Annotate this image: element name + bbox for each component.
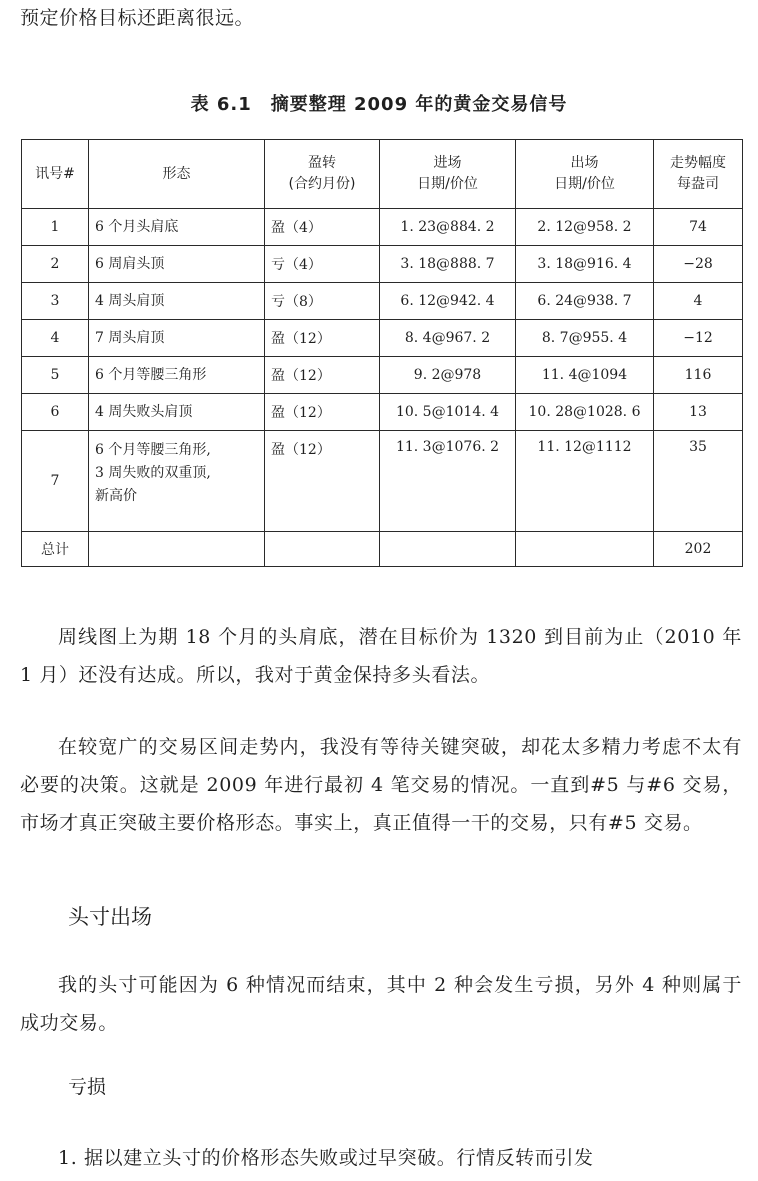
table-header-row: [22, 140, 743, 209]
cell-entry: 1. 23@884. 2: [380, 209, 516, 246]
table-row: [22, 320, 743, 357]
table-row: [22, 283, 743, 320]
cell-pattern: 4 周失败头肩顶: [89, 394, 265, 431]
table-row: [22, 246, 743, 283]
table-caption: 表 6.1 摘要整理 2009 年的黄金交易信号: [190, 94, 568, 115]
cell-signal-id: 2: [22, 246, 89, 283]
header-signal-id: 讯号#: [22, 140, 89, 209]
cell-exit: 6. 24@938. 7: [516, 283, 654, 320]
header-winloss: [265, 140, 380, 209]
cell-winloss: 盈（4）: [265, 209, 380, 246]
gold-signals-table: [21, 139, 743, 567]
paragraph-trading-range: 在较宽广的交易区间走势内，我没有等待关键突破，却花太多精力考虑不太有必要的决策。这就是 2009 年进行最初 4 笔交易的情况。一直到#5 与#6 交易，市场才真正突破主要价格形态。事实上，真正值得一干的交易，只有#5 交易。: [20, 736, 742, 834]
cell-exit: 3. 18@916. 4: [516, 246, 654, 283]
cell-move: 35: [654, 431, 743, 532]
subheading-losses: 亏损: [68, 1076, 107, 1098]
cell-signal-id: 1: [22, 209, 89, 246]
cell-exit: 2. 12@958. 2: [516, 209, 654, 246]
cell-entry: 10. 5@1014. 4: [380, 394, 516, 431]
cell-signal-id: 7: [22, 431, 89, 532]
cell-entry: 9. 2@978: [380, 357, 516, 394]
cell-exit: 11. 4@1094: [516, 357, 654, 394]
header-exit-line1: 出场: [570, 155, 599, 171]
table-row: [22, 209, 743, 246]
table-row: [22, 431, 743, 532]
cell-entry: 3. 18@888. 7: [380, 246, 516, 283]
section-heading-exit: 头寸出场: [68, 905, 152, 929]
cell-exit: 10. 28@1028. 6: [516, 394, 654, 431]
header-exit: [516, 140, 654, 209]
cell-signal-id: 5: [22, 357, 89, 394]
table-total-row: [22, 532, 743, 567]
header-pattern: 形态: [89, 140, 265, 209]
cell-empty: [89, 532, 265, 567]
table-row: [22, 357, 743, 394]
cell-move: 116: [654, 357, 743, 394]
cell-empty: [265, 532, 380, 567]
cell-winloss: 亏（4）: [265, 246, 380, 283]
cell-pattern: 6 个月头肩底: [89, 209, 265, 246]
cell-pattern-line2: 3 周失败的双重顶,: [95, 465, 211, 481]
cell-total-label: 总计: [22, 532, 89, 567]
cell-winloss: 盈（12）: [265, 357, 380, 394]
header-move-line1: 走势幅度: [670, 155, 726, 171]
cell-winloss: 盈（12）: [265, 320, 380, 357]
paragraph-weekly-chart: 周线图上为期 18 个月的头肩底，潜在目标价为 1320 到目前为止（2010 年 1 月）还没有达成。所以，我对于黄金保持多头看法。: [20, 626, 742, 686]
cell-empty: [380, 532, 516, 567]
cell-winloss: 盈（12）: [265, 431, 380, 532]
cell-exit: 8. 7@955. 4: [516, 320, 654, 357]
cell-signal-id: 6: [22, 394, 89, 431]
cell-move: 74: [654, 209, 743, 246]
cell-winloss: 亏（8）: [265, 283, 380, 320]
header-winloss-line1: 盈转: [308, 155, 336, 171]
cell-pattern: [89, 431, 265, 532]
cell-signal-id: 3: [22, 283, 89, 320]
cell-pattern-line1: 6 个月等腰三角形,: [95, 442, 211, 458]
header-entry-line1: 进场: [433, 155, 462, 171]
table-row: [22, 394, 743, 431]
cell-exit: 11. 12@1112: [516, 431, 654, 532]
cell-pattern: 4 周头肩顶: [89, 283, 265, 320]
header-entry-line2: 日期/价位: [417, 176, 478, 192]
header-winloss-line2: (合约月份): [288, 176, 356, 192]
previous-paragraph-end: 预定价格目标还距离很远。: [20, 7, 255, 29]
cell-entry: 8. 4@967. 2: [380, 320, 516, 357]
cell-entry: 6. 12@942. 4: [380, 283, 516, 320]
paragraph-exit-cases: 我的头寸可能因为 6 种情况而结束，其中 2 种会发生亏损，另外 4 种则属于成功交易。: [20, 974, 742, 1034]
cell-winloss: 盈（12）: [265, 394, 380, 431]
header-exit-line2: 日期/价位: [554, 176, 615, 192]
cell-pattern: 7 周头肩顶: [89, 320, 265, 357]
cell-pattern: 6 个月等腰三角形: [89, 357, 265, 394]
cell-pattern-line3: 新高价: [95, 488, 137, 504]
cell-entry: 11. 3@1076. 2: [380, 431, 516, 532]
cell-move: −12: [654, 320, 743, 357]
header-entry: [380, 140, 516, 209]
cell-total-move: 202: [654, 532, 743, 567]
cell-signal-id: 4: [22, 320, 89, 357]
header-move: [654, 140, 743, 209]
cell-pattern: 6 周肩头顶: [89, 246, 265, 283]
paragraph-loss-case-1: 1. 据以建立头寸的价格形态失败或过早突破。行情反转而引发: [58, 1147, 594, 1169]
header-move-line2: 每盎司: [677, 176, 719, 192]
cell-move: −28: [654, 246, 743, 283]
cell-empty: [516, 532, 654, 567]
cell-move: 4: [654, 283, 743, 320]
cell-move: 13: [654, 394, 743, 431]
